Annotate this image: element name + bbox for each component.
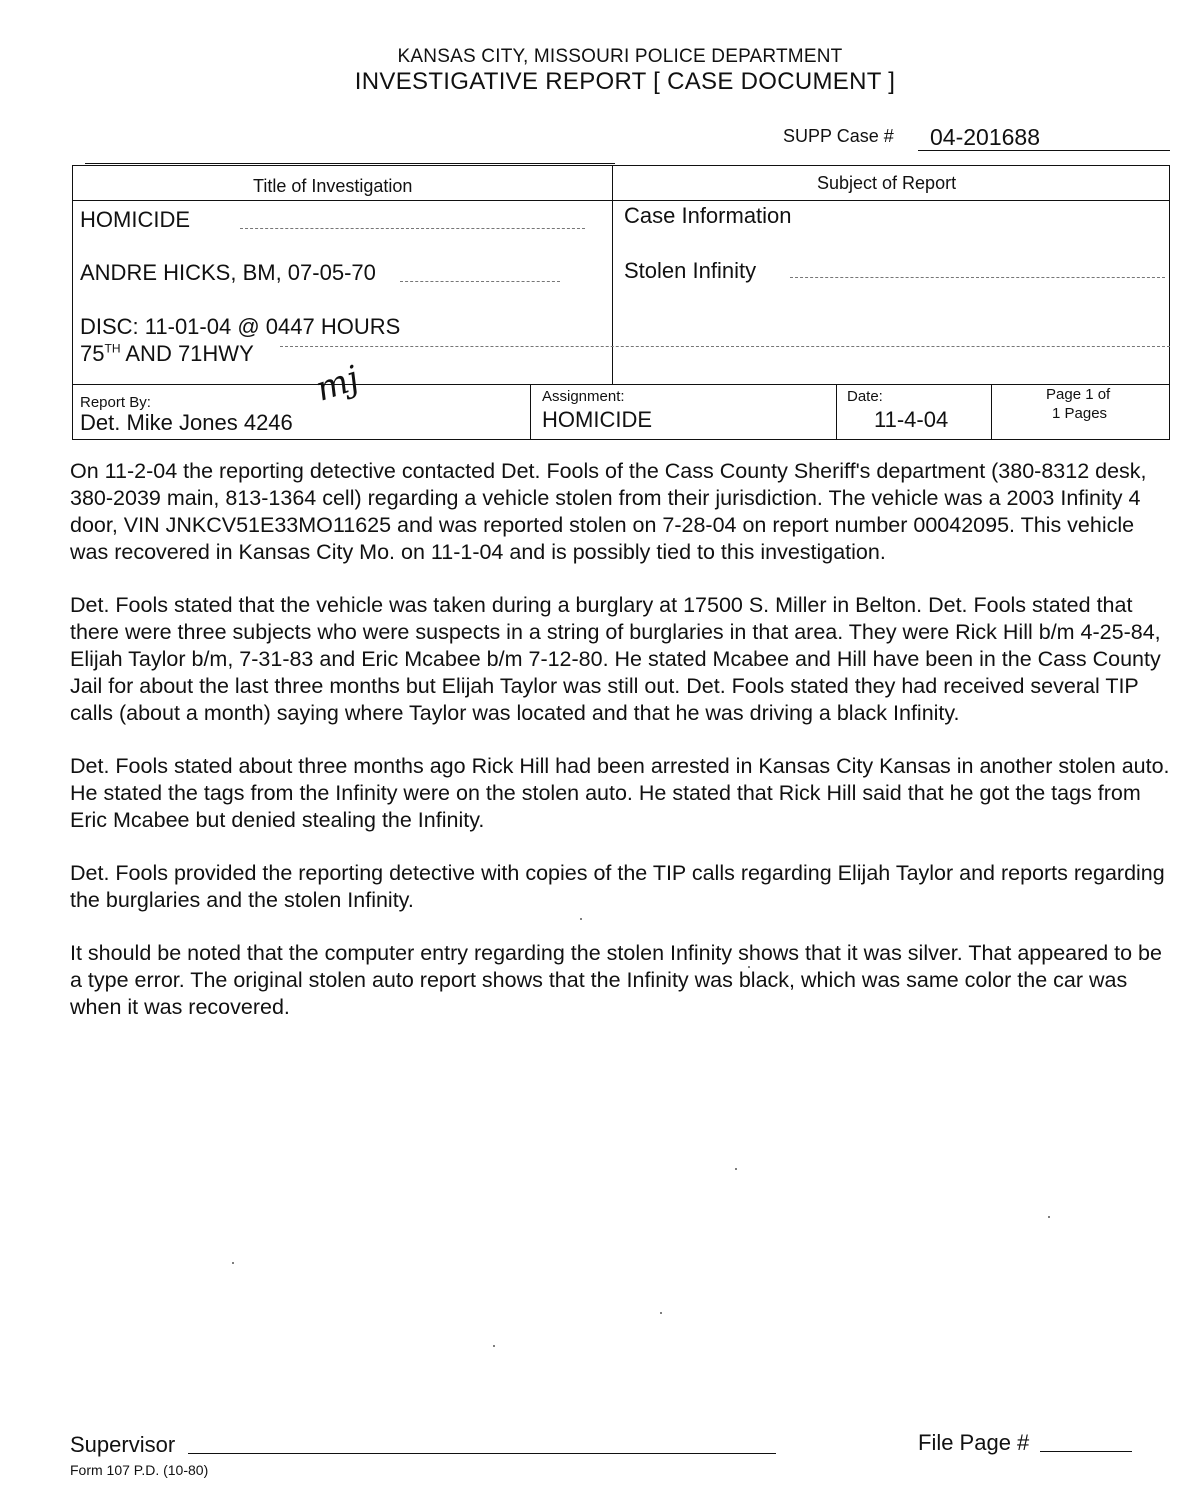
report-narrative xyxy=(70,458,1175,1047)
fill-line xyxy=(280,346,1170,347)
assignment-value: HOMICIDE xyxy=(542,407,652,432)
page-count-line2: 1 Pages xyxy=(1052,405,1108,422)
subject-of-report-header: Subject of Report xyxy=(817,173,957,193)
case-number-label: SUPP Case # xyxy=(783,126,894,146)
form-column-divider xyxy=(612,165,613,385)
date-value: 11-4-04 xyxy=(874,407,949,432)
scan-speck xyxy=(580,918,582,920)
fill-line xyxy=(790,277,1165,278)
form-header-divider xyxy=(72,200,1170,201)
department-name: KANSAS CITY, MISSOURI POLICE DEPARTMENT xyxy=(397,46,843,67)
page-count-line1: Page 1 of xyxy=(1046,386,1111,403)
supervisor-label: Supervisor xyxy=(70,1432,176,1457)
scan-speck xyxy=(660,1312,662,1314)
subject-stolen-vehicle: Stolen Infinity xyxy=(624,258,757,283)
report-by-label: Report By: xyxy=(80,394,151,411)
form-divider-assignment xyxy=(530,384,531,440)
form-top-rule xyxy=(85,163,615,164)
narrative-paragraph: Det. Fools provided the reporting detective with copies of the TIP calls regarding Elijah Taylor and reports regarding the burglaries and the stolen Infinity. xyxy=(70,861,1165,912)
form-report-row-divider xyxy=(72,384,1170,385)
form-identifier: Form 107 P.D. (10-80) xyxy=(70,1462,209,1478)
narrative-paragraph: Det. Fools stated about three months ago Rick Hill had been arrested in Kansas City Kansas in another stolen auto. He stated the tags from the Infinity were on the stolen auto. He stated that Rick Hill said that he got the tags from Eric Mcabee but denied stealing the Infinity. xyxy=(70,754,1170,832)
form-divider-date xyxy=(836,384,837,440)
file-page-label: File Page # xyxy=(918,1430,1030,1455)
subject-case-information: Case Information xyxy=(624,203,792,228)
report-title: INVESTIGATIVE REPORT [ CASE DOCUMENT ] xyxy=(354,68,896,95)
form-divider-page xyxy=(991,384,992,440)
report-by-value: Det. Mike Jones 4246 xyxy=(80,410,293,435)
date-label: Date: xyxy=(847,388,883,405)
scan-speck xyxy=(735,1168,737,1170)
narrative-paragraph: Det. Fools stated that the vehicle was taken during a burglary at 17500 S. Miller in Belton. Det. Fools stated that there were three subjects who were suspects in a string of burglaries in that area. They were Rick Hill b/m 4-25-84, Elijah Taylor b/m, 7-31-83 and Eric Mcabee b/m 7-12-80. He stated Mcabee and Hill have been in the Cass County Jail for about the last three months but Elijah Taylor was still out. Det. Fools stated they had received several TIP calls (about a month) saying where Taylor was located and that he was driving a black Infinity. xyxy=(70,593,1161,725)
narrative-paragraph: It should be noted that the computer entry regarding the stolen Infinity shows that it was silver. That appeared to be a type error. The original stolen auto report shows that the Infinity was black, which was same color the car was when it was recovered. xyxy=(70,941,1162,1019)
scan-speck xyxy=(1048,1216,1050,1218)
fill-line xyxy=(240,228,585,229)
initials-signature: mj xyxy=(310,358,364,410)
case-number-value: 04-201688 xyxy=(930,124,1040,150)
investigation-type: HOMICIDE xyxy=(80,207,190,232)
file-page-line xyxy=(1040,1451,1132,1452)
case-number-underline xyxy=(918,150,1170,151)
title-of-investigation-header: Title of Investigation xyxy=(253,176,413,196)
narrative-paragraph: On 11-2-04 the reporting detective contacted Det. Fools of the Cass County Sheriff's department (380-8312 desk, 380-2039 main, 813-1364 cell) regarding a vehicle stolen from their jurisdiction. The vehicle was a 2003 Infinity 4 door, VIN JNKCV51E33MO11625 and was reported stolen on 7-28-04 on report number 00042095. This vehicle was recovered in Kansas City Mo. on 11-1-04 and is possibly tied to this investigation. xyxy=(70,459,1147,564)
scan-speck xyxy=(232,1262,234,1264)
supervisor-signature-line xyxy=(188,1453,776,1454)
discovery-time: DISC: 11-01-04 @ 0447 HOURS xyxy=(80,314,401,339)
scan-speck xyxy=(748,966,750,968)
incident-location: 75TH AND 71HWY xyxy=(80,341,254,366)
victim-info: ANDRE HICKS, BM, 07-05-70 xyxy=(80,260,376,285)
assignment-label: Assignment: xyxy=(542,388,625,405)
fill-line xyxy=(400,281,560,282)
scan-speck xyxy=(493,1345,495,1347)
